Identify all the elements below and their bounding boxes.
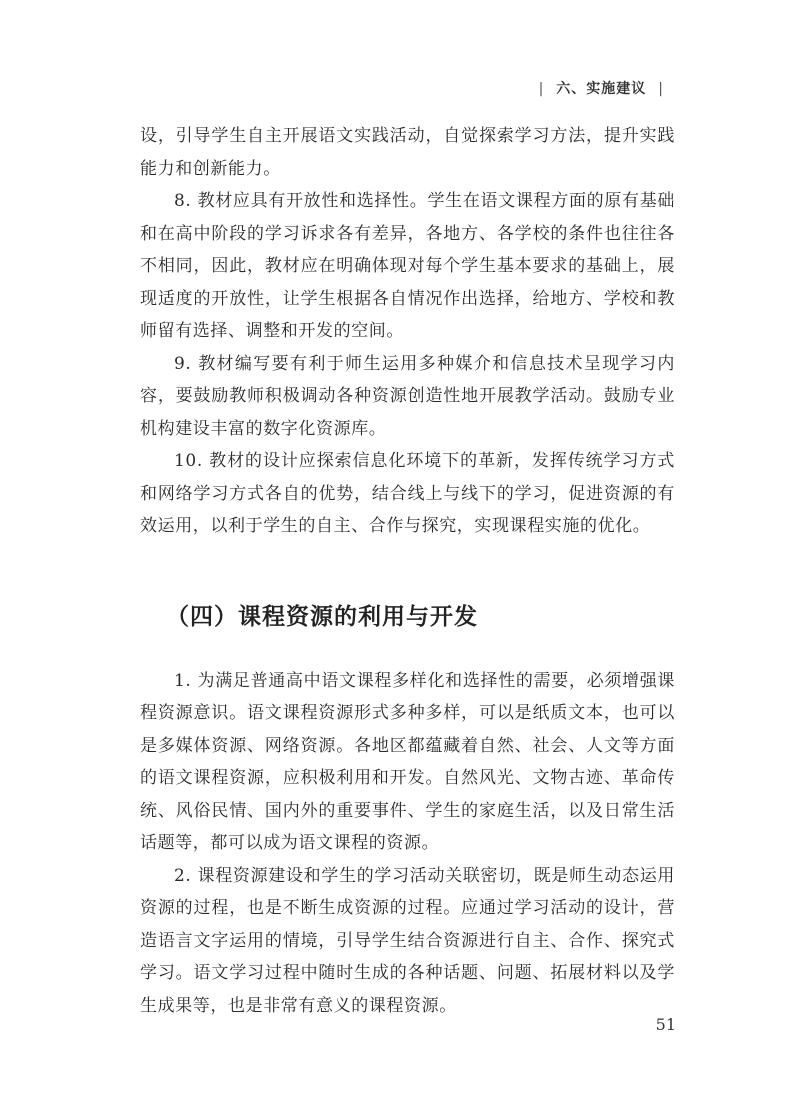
section-heading: （四）课程资源的利用与开发: [166, 603, 478, 630]
paragraph-item-9: 9. 教材编写要有利于师生运用多种媒介和信息技术呈现学习内容，要鼓励教师积极调动各种资源创造性地开展教学活动。鼓励专业机构建设丰富的数字化资源库。: [140, 353, 675, 439]
page-body: [140, 120, 675, 1022]
paragraph-continued: 设，引导学生自主开展语文实践活动，自觉探索学习方法，提升实践能力和创新能力。: [140, 126, 675, 179]
header-right-bar: |: [658, 81, 664, 97]
paragraph-item-8: 8. 教材应具有开放性和选择性。学生在语文课程方面的原有基础和在高中阶段的学习诉求各有差异，各地方、各学校的条件也往往各不相同，因此，教材应在明确体现对每个学生基本要求的基础上，展现适度的开放性，让学生根据各自情况作出选择，给地方、学校和教师留有选择、调整和开发的空间。: [140, 191, 675, 341]
page-number: 51: [655, 1015, 676, 1034]
paragraph-item-10: 10. 教材的设计应探索信息化环境下的革新，发挥传统学习方式和网络学习方式各自的优势，结合线上与线下的学习，促进资源的有效运用，以利于学生的自主、合作与探究，实现课程实施的优化。: [140, 451, 675, 536]
header-left-bar: |: [538, 81, 545, 97]
running-header: [527, 78, 676, 98]
paragraph-resource-2: 2. 课程资源建设和学生的学习活动关联密切，既是师生动态运用资源的过程，也是不断生成资源的过程。应通过学习活动的设计，营造语言文字运用的情境，引导学生结合资源进行自主、合作、探究式学习。语文学习过程中随时生成的各种话题、问题、拓展材料以及学生成果等，也是非常有意义的课程资源。: [140, 865, 675, 1016]
paragraph-resource-1: 1. 为满足普通高中语文课程多样化和选择性的需要，必须增强课程资源意识。语文课程资源形式多种多样，可以是纸质文本，也可以是多媒体资源、网络资源。各地区都蕴藏着自然、社会、人文等方面的语文课程资源，应积极利用和开发。自然风光、文物古迹、革命传统、风俗民情、国内外的重要事件、学生的家庭生活，以及日常生活话题等，都可以成为语文课程的资源。: [140, 670, 675, 853]
header-section-title: 六、实施建议: [556, 81, 647, 97]
